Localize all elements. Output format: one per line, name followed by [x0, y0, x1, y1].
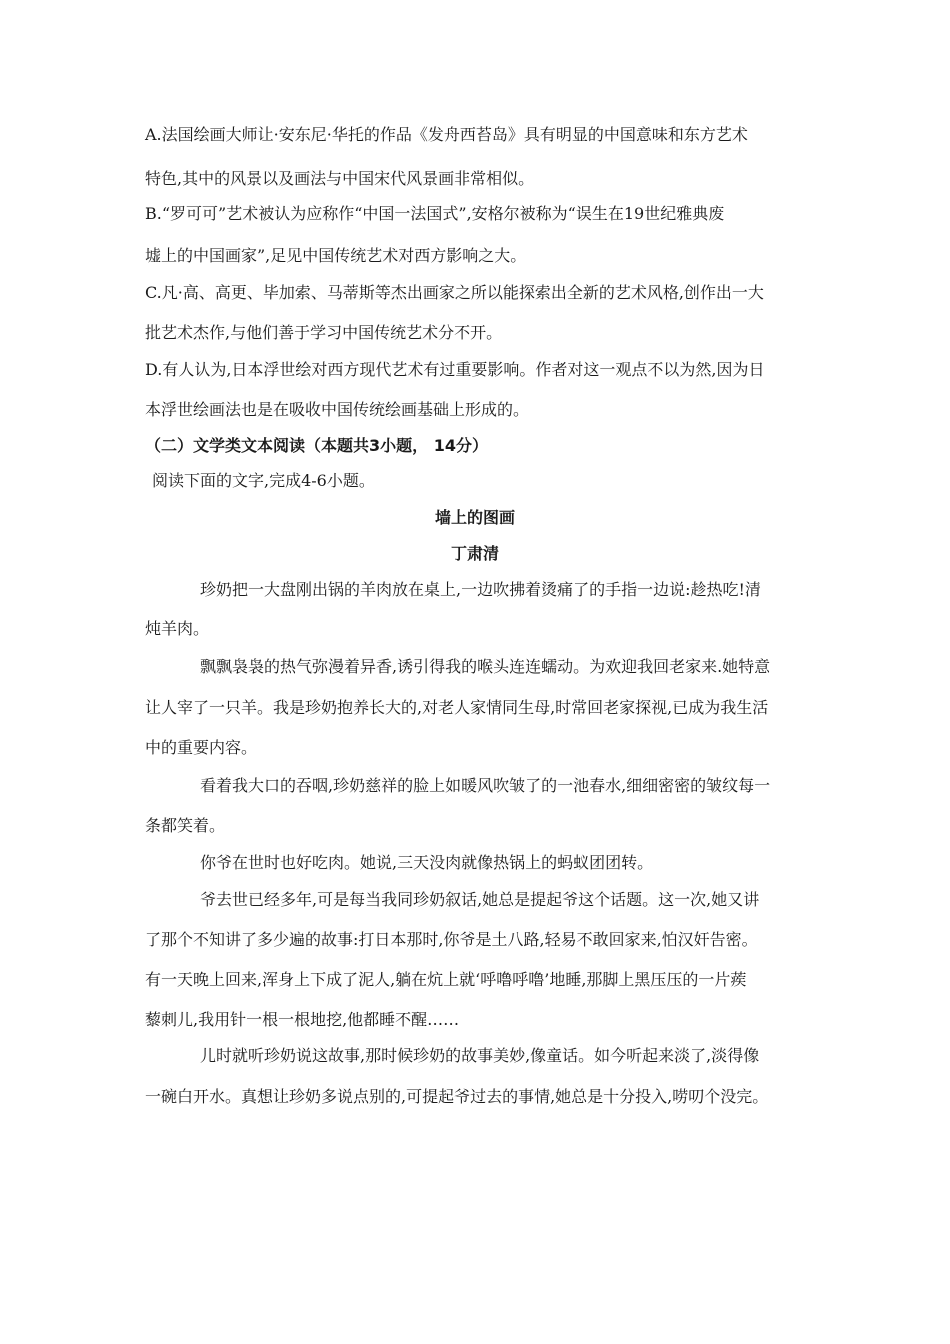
option-a-line-2: 特色,其中的风景以及画法与中国宋代风景画非常相似。 — [145, 169, 535, 188]
story-title: 墙上的图画 — [434, 508, 515, 527]
option-a-line-1: A.法国绘画大师让·安东尼·华托的作品《发舟西苔岛》具有明显的中国意味和东方艺术 — [145, 125, 748, 144]
paragraph-line: 藜刺儿,我用针一根一根地挖,他都睡不醒…… — [145, 1010, 460, 1029]
option-b-line-1: B.“罗可可”艺术被认为应称作“中国一法国式”,安格尔被称为“误生在19世纪雅典废 — [145, 204, 725, 223]
paragraph-line: 一碗白开水。真想让珍奶多说点别的,可提起爷过去的事情,她总是十分投入,唠叨个没完。 — [145, 1087, 769, 1106]
paragraph-line: 珍奶把一大盘刚出锅的羊肉放在桌上,一边吹拂着烫痛了的手指一边说:趁热吃!清 — [200, 580, 761, 599]
paragraph-line: 你爷在世时也好吃肉。她说,三天没肉就像热锅上的蚂蚁团团转。 — [200, 853, 654, 872]
option-c-line-1: C.凡·高、高更、毕加索、马蒂斯等杰出画家之所以能探索出全新的艺术风格,创作出一大 — [145, 283, 764, 302]
section-instruction: 阅读下面的文字,完成4-6小题。 — [152, 471, 375, 490]
paragraph-line: 炖羊肉。 — [145, 619, 210, 638]
paragraph-line: 有一天晚上回来,浑身上下成了泥人,躺在炕上就‘呼噜呼噜’地睡,那脚上黑压压的一片蒺 — [145, 970, 747, 989]
paragraph-line: 让人宰了一只羊。我是珍奶抱养长大的,对老人家情同生母,时常回老家探视,已成为我生活 — [145, 698, 769, 717]
option-c-line-2: 批艺术杰作,与他们善于学习中国传统艺术分不开。 — [145, 323, 503, 342]
paragraph-line: 看着我大口的吞咽,珍奶慈祥的脸上如暖风吹皱了的一池春水,细细密密的皱纹每一 — [200, 776, 771, 795]
paragraph-line: 飘飘袅袅的热气弥漫着异香,诱引得我的喉头连连蠕动。为欢迎我回老家来.她特意 — [200, 657, 771, 676]
paragraph-line: 条都笑着。 — [145, 816, 226, 835]
section-heading: （二）文学类文本阅读（本题共3小题， 14分） — [145, 436, 488, 455]
option-b-line-2: 墟上的中国画家”,足见中国传统艺术对西方影响之大。 — [145, 246, 527, 265]
paragraph-line: 中的重要内容。 — [145, 738, 258, 757]
paragraph-line: 了那个不知讲了多少遍的故事:打日本那时,你爷是土八路,轻易不敢回家来,怕汉奸告密。 — [145, 930, 758, 949]
paragraph-line: 儿时就听珍奶说这故事,那时候珍奶的故事美妙,像童话。如今听起来淡了,淡得像 — [200, 1046, 760, 1065]
option-d-line-1: D.有人认为,日本浮世绘对西方现代艺术有过重要影响。作者对这一观点不以为然,因为日 — [145, 360, 765, 379]
story-author: 丁肃清 — [450, 544, 499, 563]
option-d-line-2: 本浮世绘画法也是在吸收中国传统绘画基础上形成的。 — [145, 400, 530, 419]
paragraph-line: 爷去世已经多年,可是每当我同珍奶叙话,她总是提起爷这个话题。这一次,她又讲 — [200, 890, 760, 909]
